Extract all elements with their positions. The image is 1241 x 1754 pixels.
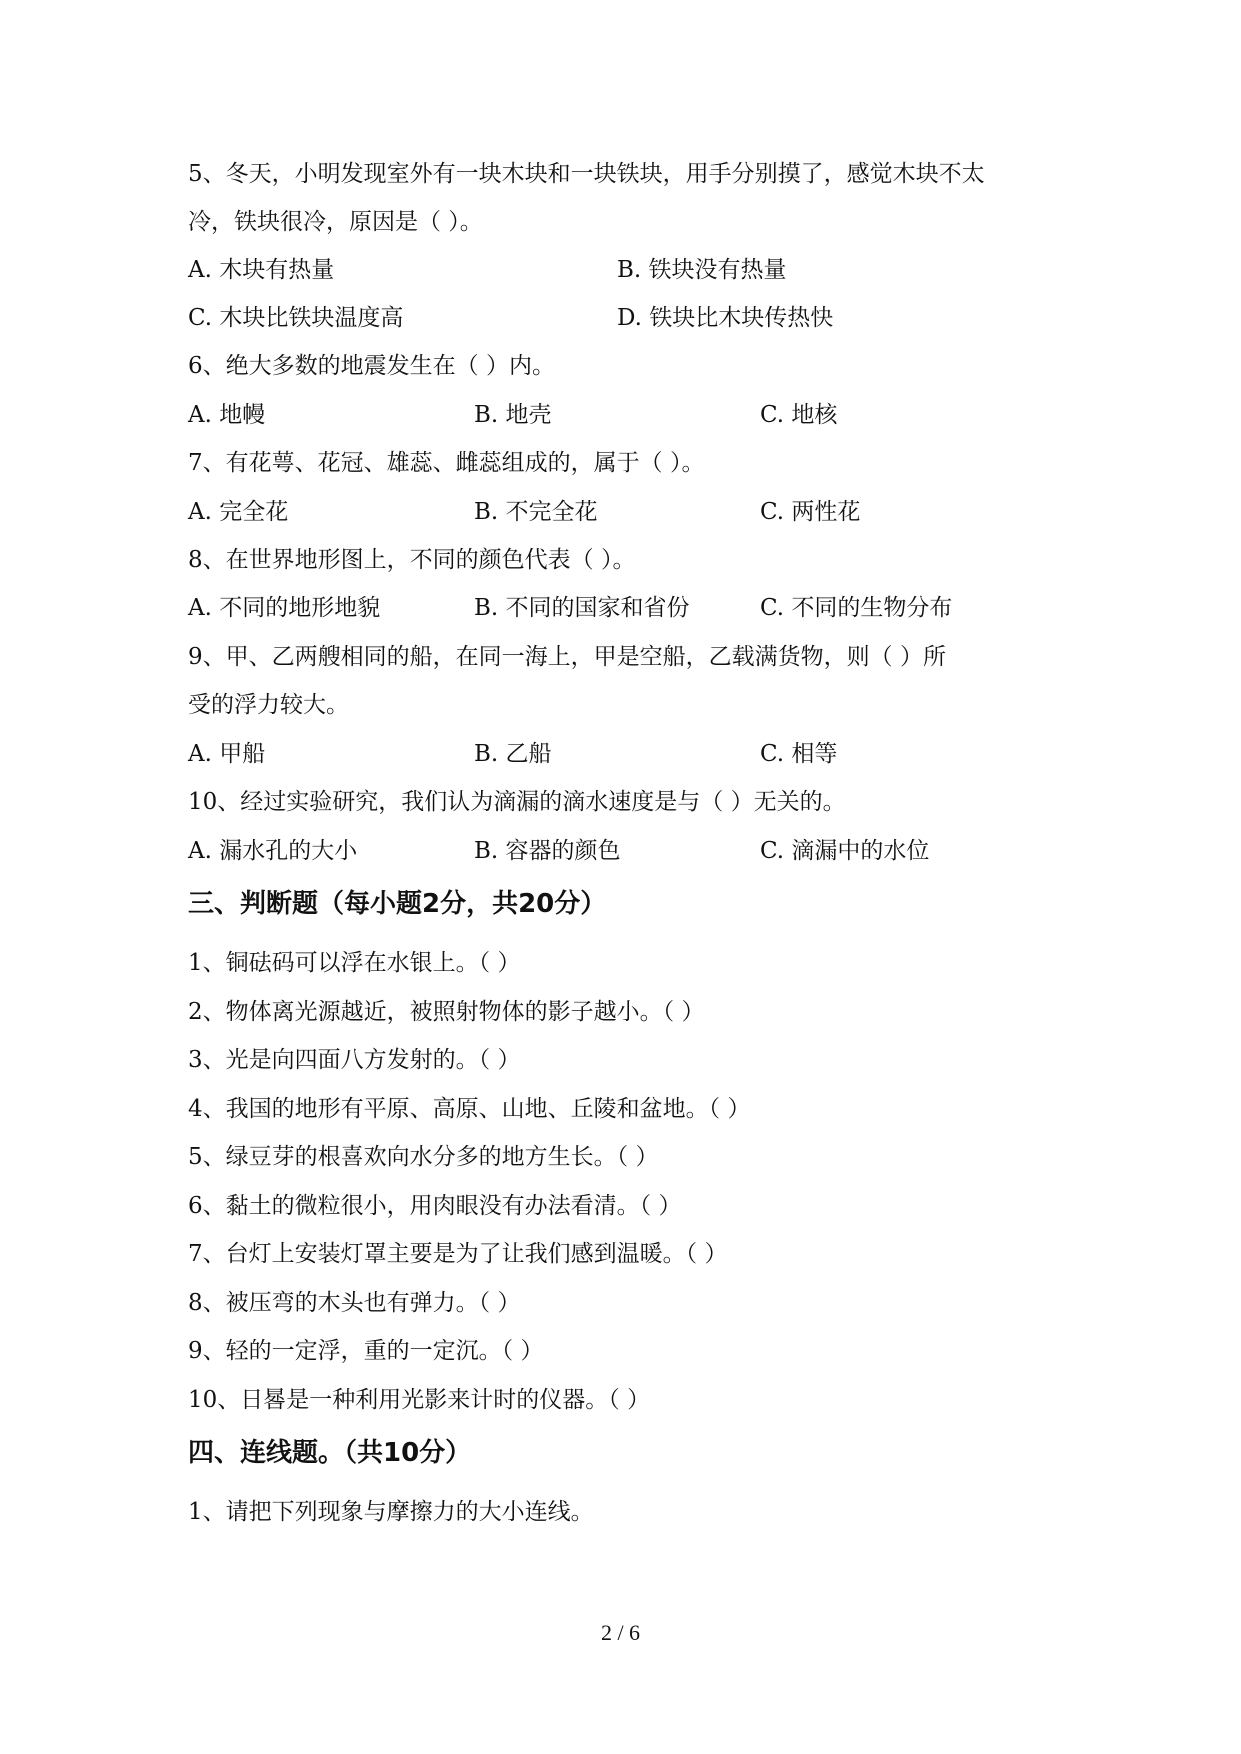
option-b: B. 铁块没有热量 — [617, 257, 787, 283]
option-a: A. 不同的地形地貌 — [188, 595, 381, 621]
option-c: C. 相等 — [760, 741, 838, 767]
judgement-item: 2、物体离光源越近，被照射物体的影子越小。（ ） — [188, 999, 705, 1025]
judgement-item: 7、台灯上安装灯罩主要是为了让我们感到温暖。（ ） — [188, 1241, 728, 1267]
option-d: D. 铁块比木块传热快 — [617, 305, 834, 331]
question-10: 10、经过实验研究，我们认为滴漏的滴水速度是与（ ）无关的。 — [188, 789, 846, 815]
judgement-item: 10、日晷是一种利用光影来计时的仪器。（ ） — [188, 1387, 651, 1413]
section-4-heading: 四、连线题。（共10分） — [188, 1438, 472, 1468]
judgement-item: 1、铜砝码可以浮在水银上。（ ） — [188, 950, 521, 976]
matching-question-1: 1、请把下列现象与摩擦力的大小连线。 — [188, 1499, 594, 1525]
option-b: B. 不完全花 — [474, 499, 598, 525]
question-7: 7、有花萼、花冠、雄蕊、雌蕊组成的，属于（ ）。 — [188, 450, 705, 476]
option-b: B. 容器的颜色 — [474, 838, 621, 864]
option-a: A. 木块有热量 — [188, 257, 335, 283]
judgement-item: 8、被压弯的木头也有弹力。（ ） — [188, 1290, 521, 1316]
option-a: A. 地幔 — [188, 402, 266, 428]
question-9-line1: 9、甲、乙两艘相同的船，在同一海上，甲是空船，乙载满货物，则（ ）所 — [188, 644, 946, 670]
option-c: C. 地核 — [760, 402, 838, 428]
judgement-item: 9、轻的一定浮，重的一定沉。（ ） — [188, 1338, 544, 1364]
section-3-heading: 三、判断题（每小题2分，共20分） — [188, 889, 607, 919]
page-number: 2 / 6 — [600, 1620, 641, 1645]
option-c: C. 木块比铁块温度高 — [188, 305, 404, 331]
option-a: A. 完全花 — [188, 499, 289, 525]
question-6: 6、绝大多数的地震发生在（ ）内。 — [188, 353, 555, 379]
judgement-item: 5、绿豆芽的根喜欢向水分多的地方生长。（ ） — [188, 1144, 659, 1170]
option-c: C. 两性花 — [760, 499, 861, 525]
option-c: C. 不同的生物分布 — [760, 595, 953, 621]
option-a: A. 漏水孔的大小 — [188, 838, 358, 864]
question-8: 8、在世界地形图上，不同的颜色代表（ ）。 — [188, 547, 636, 573]
option-a: A. 甲船 — [188, 741, 266, 767]
option-b: B. 乙船 — [474, 741, 552, 767]
question-5-line2: 冷，铁块很冷，原因是（ ）。 — [188, 209, 483, 235]
judgement-item: 3、光是向四面八方发射的。（ ） — [188, 1047, 521, 1073]
option-c: C. 滴漏中的水位 — [760, 838, 930, 864]
question-9-line2: 受的浮力较大。 — [188, 692, 349, 718]
judgement-item: 4、我国的地形有平原、高原、山地、丘陵和盆地。（ ） — [188, 1096, 751, 1122]
option-b: B. 不同的国家和省份 — [474, 595, 690, 621]
question-5-line1: 5、冬天，小明发现室外有一块木块和一块铁块，用手分别摸了，感觉木块不太 — [188, 161, 985, 187]
judgement-item: 6、黏土的微粒很小，用肉眼没有办法看清。（ ） — [188, 1193, 682, 1219]
option-b: B. 地壳 — [474, 402, 552, 428]
